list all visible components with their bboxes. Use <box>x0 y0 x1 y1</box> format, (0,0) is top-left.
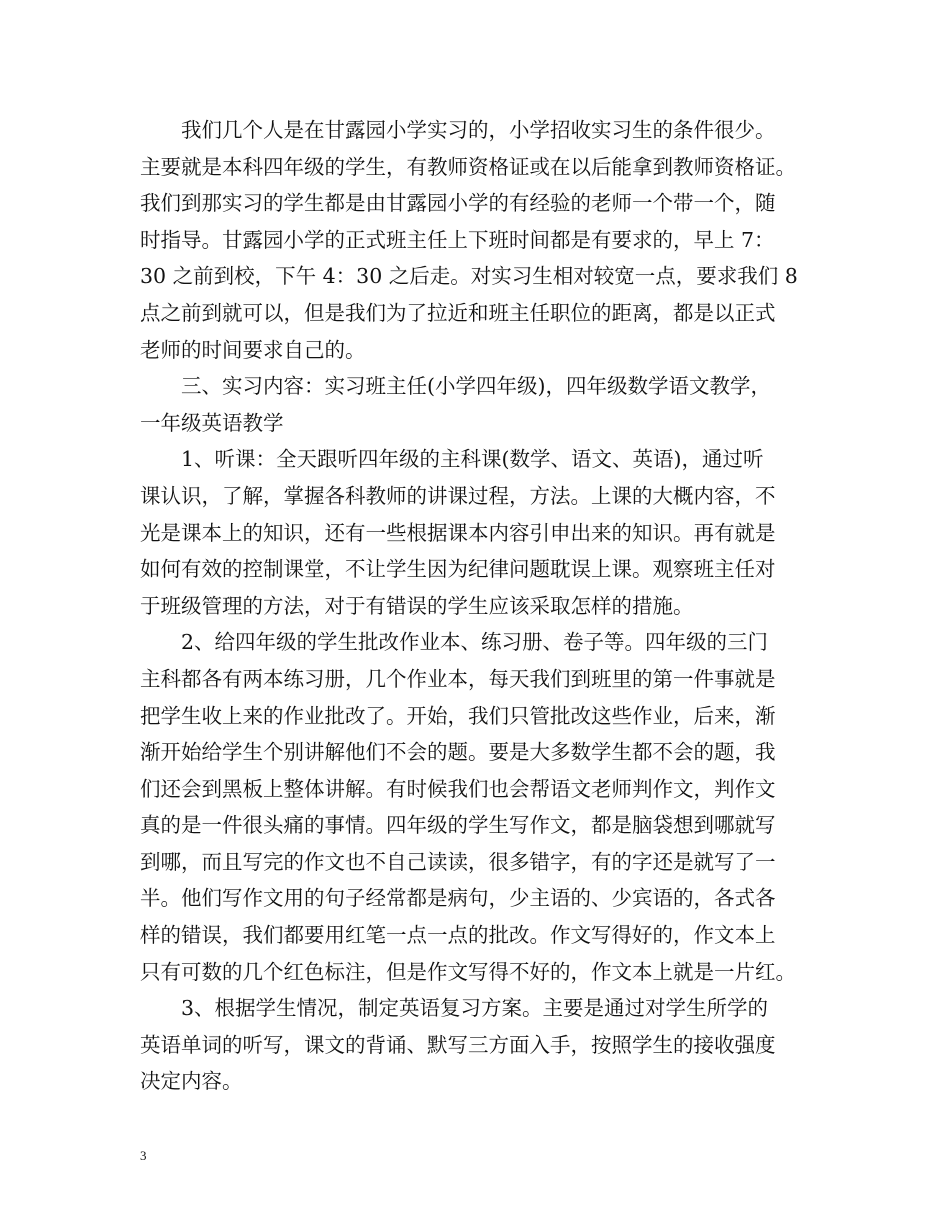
text-line: 英语单词的听写，课文的背诵、默写三方面入手，按照学生的接收强度 <box>140 1032 776 1057</box>
text-line: 光是课本上的知识，还有一些根据课本内容引申出来的知识。再有就是 <box>140 520 776 545</box>
text-line: 样的错误，我们都要用红笔一点一点的批改。作文写得好的，作文本上 <box>140 923 776 948</box>
text-line: 决定内容。 <box>140 1069 243 1094</box>
text-line: 1、听课：全天跟听四年级的主科课(数学、语文、英语)，通过听 <box>181 447 764 472</box>
document-body <box>140 112 830 1100</box>
text-line: 3、根据学生情况，制定英语复习方案。主要是通过对学生所学的 <box>181 996 769 1021</box>
text-line: 2、给四年级的学生批改作业本、练习册、卷子等。四年级的三门 <box>181 630 769 655</box>
text-line: 30 之前到校，下午 4：30 之后走。对实习生相对较宽一点，要求我们 8 <box>140 264 798 289</box>
page-number: 3 <box>140 1148 147 1163</box>
text-line: 们还会到黑板上整体讲解。有时候我们也会帮语文老师判作文，判作文 <box>140 776 776 801</box>
text-line: 真的是一件很头痛的事情。四年级的学生写作文，都是脑袋想到哪就写 <box>140 813 776 838</box>
text-line: 时指导。甘露园小学的正式班主任上下班时间都是有要求的，早上 7： <box>140 227 775 252</box>
text-line: 老师的时间要求自己的。 <box>140 337 366 362</box>
text-line: 半。他们写作文用的句子经常都是病句，少主语的、少宾语的，各式各 <box>140 886 776 911</box>
text-line: 只有可数的几个红色标注，但是作文写得不好的，作文本上就是一片红。 <box>140 959 796 984</box>
text-line: 一年级英语教学 <box>140 410 284 435</box>
text-line: 到哪，而且写完的作文也不自己读读，很多错字，有的字还是就写了一 <box>140 849 776 874</box>
text-line: 主要就是本科四年级的学生，有教师资格证或在以后能拿到教师资格证。 <box>140 154 796 179</box>
text-line: 如何有效的控制课堂，不让学生因为纪律问题耽误上课。观察班主任对 <box>140 557 776 582</box>
text-line: 课认识，了解，掌握各科教师的讲课过程，方法。上课的大概内容，不 <box>140 483 776 508</box>
text-line: 我们几个人是在甘露园小学实习的，小学招收实习生的条件很少。 <box>181 118 776 142</box>
text-line: 渐开始给学生个别讲解他们不会的题。要是大多数学生都不会的题，我 <box>140 740 776 765</box>
text-line: 于班级管理的方法，对于有错误的学生应该采取怎样的措施。 <box>140 593 694 618</box>
text-line: 点之前到就可以，但是我们为了拉近和班主任职位的距离，都是以正式 <box>140 300 776 325</box>
text-line: 主科都各有两本练习册，几个作业本，每天我们到班里的第一件事就是 <box>140 666 776 691</box>
text-line: 把学生收上来的作业批改了。开始，我们只管批改这些作业，后来，渐 <box>140 703 776 728</box>
text-line: 三、实习内容：实习班主任(小学四年级)，四年级数学语文教学， <box>181 374 771 399</box>
text-line: 我们到那实习的学生都是由甘露园小学的有经验的老师一个带一个，随 <box>140 191 776 216</box>
